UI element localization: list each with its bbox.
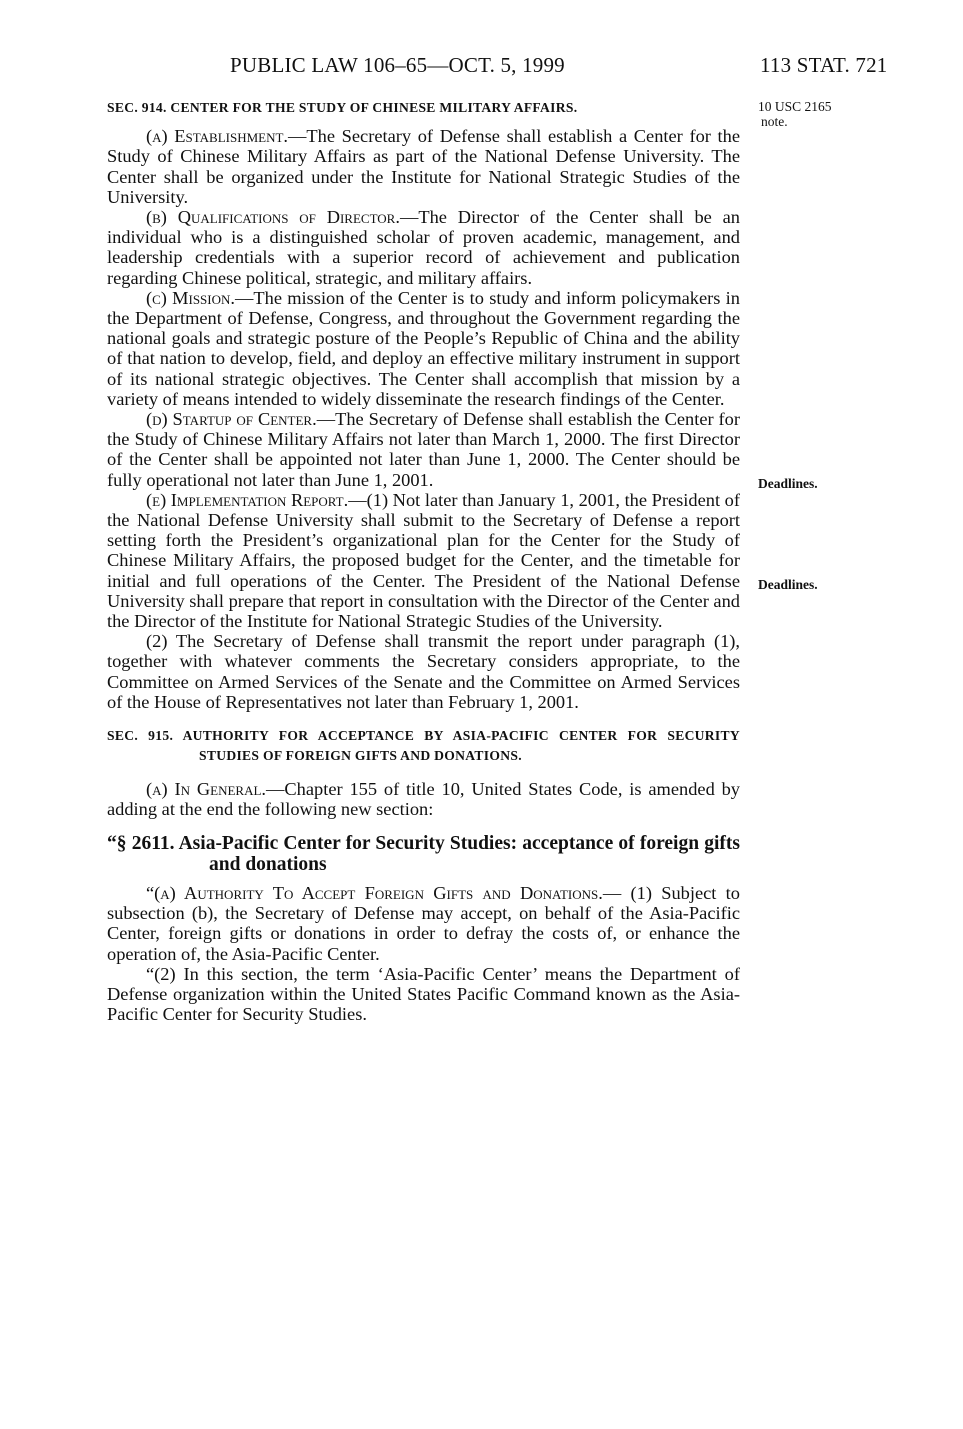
sec-914-e1-text: —(1) Not later than January 1, 2001, the President of the National Defense University shall submit to the Secretary of Defense a report setting forth the President’s organizational plan for the Center for the Study of Chinese Military Affairs, the proposed budget for the Center, and the timetable for initial and full operations of the Center. The President of the National Defense University shall prepare that report in consultation with the Director of the Center and the Director of the Institute for National Strategic Studies of the University. — [107, 489, 740, 632]
sec-914-e2-paragraph: (2) The Secretary of Defense shall transmit the report under paragraph (1), together with whatever comments the Secretary considers appropriate, to the Committee on Armed Services of the Senate and the Committee on Armed Services of the House of Representatives not later than February 1, 2001. — [107, 631, 740, 712]
sec-914-d-text: —The Secretary of Defense shall establish the Center for the Study of Chinese Military Affairs not later than March 1, 2000. The first Director of the Center shall be appointed not later than June 1, 2000. The Center should be fully operational not later than June 1, 2001. — [107, 409, 740, 490]
sec-914-e-label: (e) Implementation Report. — [146, 489, 349, 510]
sec-914-d-paragraph — [107, 409, 740, 490]
sec-915-a-text: —Chapter 155 of title 10, United States Code, is amended by adding at the end the following new section: — [107, 778, 741, 819]
sec-914-b-text: —The Director of the Center shall be an individual who is a distinguished scholar of proven academic, management, and leadership credentials with a superior record of achievement and publication regarding Chinese political, strategic, and military affairs. — [107, 207, 740, 288]
margin-note-usc-line2: note. — [761, 114, 788, 129]
sec-914-c-paragraph — [107, 288, 740, 409]
main-text-column — [107, 98, 740, 1024]
sec-914-c-label: (c) Mission. — [146, 287, 235, 308]
running-header-title: PUBLIC LAW 106–65—OCT. 5, 1999 — [230, 53, 565, 77]
running-header-stat-page: 113 STAT. 721 — [760, 53, 888, 77]
sec-914-a-label: (a) Establishment. — [146, 126, 289, 147]
sec-914-c-text: —The mission of the Center is to study and inform policymakers in the Department of Defense, Congress, and throughout the Government regarding the national goals and strategic posture of the People’s Republic of China and the ability of that nation to develop, field, and deploy an effective military instrument in support of its national strategic objectives. The Center shall accomplish that mission by a variety of means intended to widely disseminate the research findings of the Center. — [107, 287, 740, 409]
margin-note-deadlines-d: Deadlines. — [758, 476, 818, 491]
new-section-a-label: “(a) Authority To Accept Foreign Gifts and Donations. — [146, 882, 603, 903]
margin-note-deadlines-e: Deadlines. — [758, 577, 818, 592]
sec-915-a-paragraph — [107, 779, 740, 819]
new-section-a-text: — (1) Subject to subsection (b), the Secretary of Defense may accept, on behalf of the Asia-Pacific Center, foreign gifts or donations in order to defray the costs of, or enhance the operation of, the Asia-Pacific Center. — [107, 882, 740, 964]
sec-914-d-label: (d) Startup of Center. — [146, 409, 317, 430]
new-section-2611-heading: “§ 2611. Asia-Pacific Center for Security Studies: acceptance of foreign gifts and donations — [107, 832, 740, 875]
sec-915-heading: SEC. 915. AUTHORITY FOR ACCEPTANCE BY ASIA-PACIFIC CENTER FOR SECURITY STUDIES OF FOREIGN GIFTS AND DONATIONS. — [107, 728, 740, 764]
sec-914-a-text: —The Secretary of Defense shall establish a Center for the Study of Chinese Military Affairs as part of the National Defense University. The Center shall be organized under the Institute for National Strategic Studies of the University. — [107, 126, 740, 207]
new-section-a-paragraph — [107, 883, 740, 964]
sec-914-b-label: (b) Qualifications of Director. — [146, 207, 400, 228]
sec-914-a-paragraph — [107, 126, 740, 207]
margin-note-usc — [758, 99, 832, 129]
sec-914-e1-paragraph — [107, 490, 740, 631]
margin-note-usc-line1: 10 USC 2165 — [758, 99, 832, 114]
sec-914-heading: SEC. 914. CENTER FOR THE STUDY OF CHINESE MILITARY AFFAIRS. — [107, 100, 578, 115]
sec-914-b-paragraph — [107, 207, 740, 288]
new-section-2-paragraph: “(2) In this section, the term ‘Asia-Pacific Center’ means the Department of Defense organization within the United States Pacific Command known as the Asia-Pacific Center for Security Studies. — [107, 963, 740, 1025]
sec-915-a-label: (a) In General. — [146, 778, 266, 799]
